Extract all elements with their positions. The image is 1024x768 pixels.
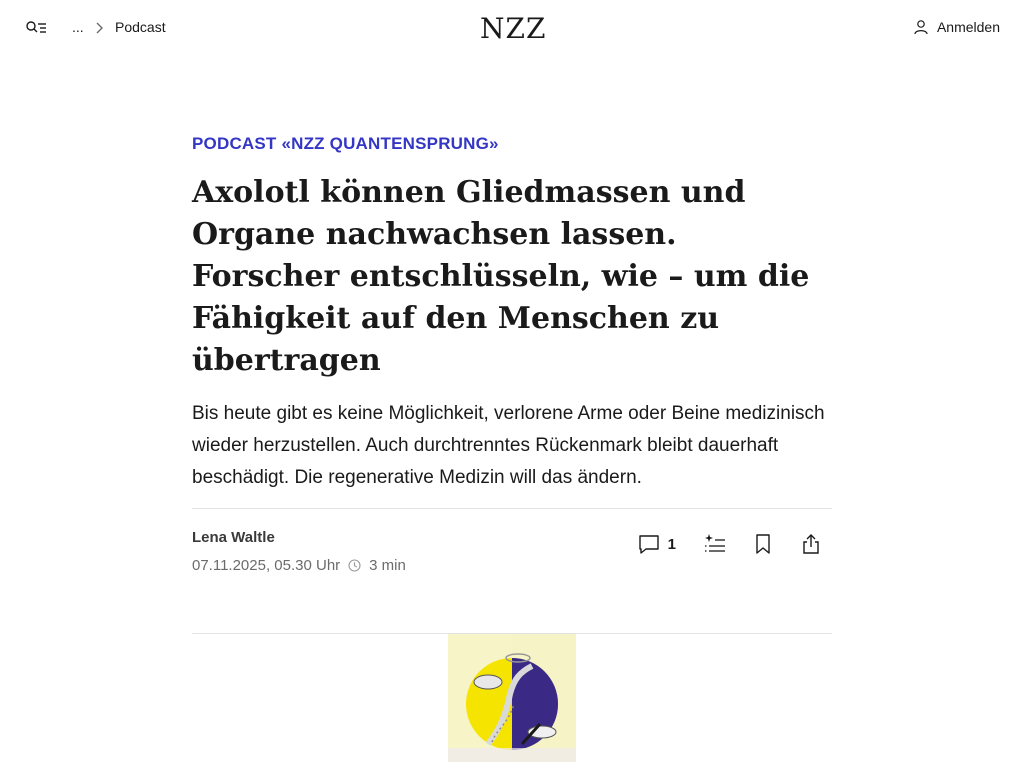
comment-count: 1: [667, 535, 676, 553]
comments-button[interactable]: [638, 533, 676, 555]
clock-icon: [348, 559, 361, 572]
article-actions: [638, 533, 822, 555]
breadcrumb-podcast[interactable]: Podcast: [115, 19, 166, 35]
article-meta: [192, 509, 832, 633]
search-menu-icon[interactable]: [24, 18, 48, 38]
author-name[interactable]: Lena Waltle: [192, 529, 275, 546]
chevron-right-icon: [94, 21, 104, 35]
dateline: [192, 557, 406, 574]
article-lead: Bis heute gibt es keine Möglichkeit, verlorene Arme oder Beine medizinisch wieder herzustellen. Auch durchtrenntes Rückenmark bleibt dauerhaft beschädigt. Die regenerative Medizin will das ändern.: [192, 403, 825, 488]
share-icon: [800, 533, 822, 555]
user-icon: [913, 19, 929, 35]
login-button[interactable]: [913, 19, 1000, 35]
podcast-artwork-image: [448, 634, 576, 762]
share-button[interactable]: [800, 533, 822, 555]
nzz-logo[interactable]: NZZ: [480, 12, 547, 45]
top-navigation: [0, 0, 1024, 56]
article: [192, 134, 832, 634]
reading-time: 3 min: [369, 557, 406, 574]
summary-button[interactable]: [704, 533, 726, 555]
bookmark-icon: [752, 533, 774, 555]
article-kicker[interactable]: PODCAST «NZZ QUANTENSPRUNG»: [192, 134, 499, 153]
article-headline: Axolotl können Gliedmassen und Organe nachwachsen lassen. Forscher entschlüsseln, wie – um die Fähigkeit auf den Menschen zu übertragen: [192, 175, 810, 378]
login-label: Anmelden: [936, 19, 1000, 35]
publish-date: 07.11.2025, 05.30 Uhr: [192, 557, 341, 574]
comment-icon: [638, 533, 660, 555]
ai-summary-icon: [704, 533, 726, 555]
breadcrumb-more[interactable]: ...: [72, 19, 84, 35]
bookmark-button[interactable]: [752, 533, 774, 555]
